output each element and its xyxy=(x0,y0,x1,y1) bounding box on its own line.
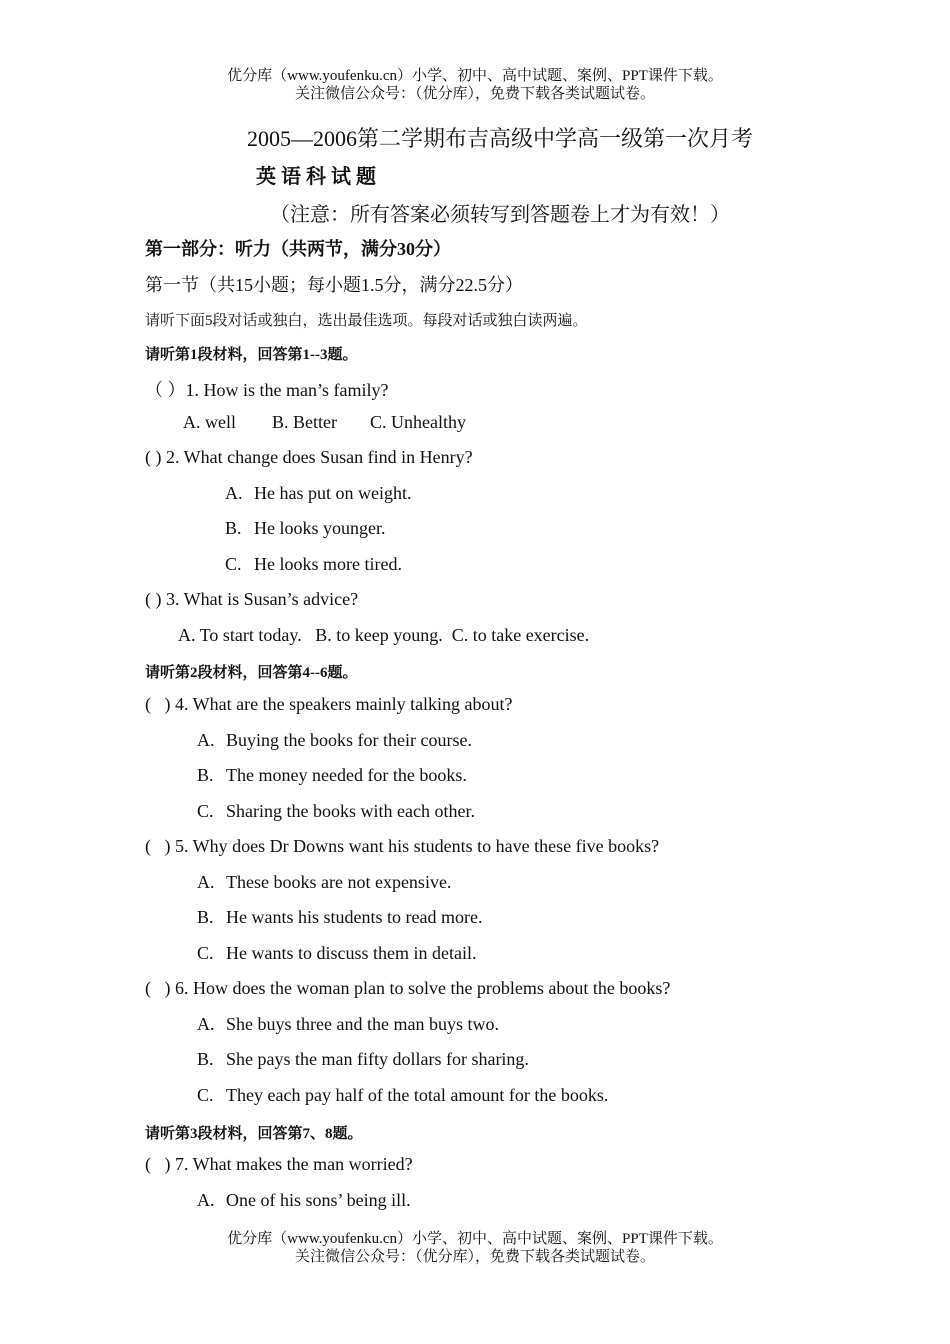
q2-option-b-text: He looks younger. xyxy=(254,518,386,538)
q5-option-a-text: These books are not expensive. xyxy=(226,872,452,892)
q5-option-c-letter: C. xyxy=(197,943,214,963)
q6-option-c-letter: C. xyxy=(197,1085,214,1105)
q5-option-a-letter: A. xyxy=(197,872,215,892)
q4-option-c-letter: C. xyxy=(197,801,214,821)
q7-option-a xyxy=(197,1190,411,1211)
q5-option-b xyxy=(197,907,482,928)
q2-option-c-letter: C. xyxy=(225,554,242,574)
question-1: （ ）1. How is the man’s family? xyxy=(145,380,389,400)
question-2: ( ) 2. What change does Susan find in Henry? xyxy=(145,447,473,467)
exam-title: 2005—2006第二学期布吉高级中学高一级第一次月考 xyxy=(246,126,753,151)
q2-option-c xyxy=(225,554,402,575)
q4-option-c-text: Sharing the books with each other. xyxy=(226,801,475,821)
q2-option-b-letter: B. xyxy=(225,518,242,538)
instruction: 请听下面5段对话或独白，选出最佳选项。每段对话或独白读两遍。 xyxy=(145,313,588,329)
q2-option-b xyxy=(225,518,385,539)
q1-option-a: A. well xyxy=(183,412,236,432)
q5-option-c-text: He wants to discuss them in detail. xyxy=(226,943,477,963)
part-heading: 第一部分：听力（共两节，满分30分） xyxy=(145,239,451,259)
q2-option-a-letter: A. xyxy=(225,483,243,503)
q2-option-c-text: He looks more tired. xyxy=(254,554,402,574)
footer-line-2: 关注微信公众号：（优分库），免费下载各类试题试卷。 xyxy=(294,1249,655,1265)
q6-option-b xyxy=(197,1049,529,1070)
q4-option-a-text: Buying the books for their course. xyxy=(226,730,472,750)
question-5: ( ) 5. Why does Dr Downs want his students to have these five books? xyxy=(145,836,660,856)
question-7: ( ) 7. What makes the man worried? xyxy=(145,1154,413,1174)
q3-options: A. To start today. B. to keep young. C. to take exercise. xyxy=(178,625,590,645)
q4-option-a xyxy=(197,730,472,751)
q5-option-a xyxy=(197,872,451,893)
q6-option-b-letter: B. xyxy=(197,1049,214,1069)
q4-option-b-letter: B. xyxy=(197,765,214,785)
q4-option-c xyxy=(197,801,475,822)
q5-option-b-letter: B. xyxy=(197,907,214,927)
material-heading-3: 请听第3段材料，回答第7、8题。 xyxy=(145,1126,363,1142)
q1-option-c: C. Unhealthy xyxy=(370,412,466,432)
q4-option-a-letter: A. xyxy=(197,730,215,750)
q5-option-c xyxy=(197,943,476,964)
material-heading-1: 请听第1段材料，回答第1--3题。 xyxy=(145,347,358,363)
q6-option-a-text: She buys three and the man buys two. xyxy=(226,1014,499,1034)
question-6: ( ) 6. How does the woman plan to solve the problems about the books? xyxy=(145,978,671,998)
q7-option-a-letter: A. xyxy=(197,1190,215,1210)
q2-option-a xyxy=(225,483,411,504)
q2-option-a-text: He has put on weight. xyxy=(254,483,412,503)
footer-line-1: 优分库（www.youfenku.cn）小学、初中、高中试题、案例、PPT课件下载。 xyxy=(227,1231,723,1247)
q6-option-a-letter: A. xyxy=(197,1014,215,1034)
q4-option-b xyxy=(197,765,467,786)
q7-option-a-text: One of his sons’ being ill. xyxy=(226,1190,411,1210)
q6-option-c-text: They each pay half of the total amount for the books. xyxy=(226,1085,609,1105)
question-4: ( ) 4. What are the speakers mainly talking about? xyxy=(145,694,513,714)
section-heading: 第一节（共15小题；每小题1.5分，满分22.5分） xyxy=(145,275,523,295)
q1-option-b: B. Better xyxy=(272,412,337,432)
material-heading-2: 请听第2段材料，回答第4--6题。 xyxy=(145,665,358,681)
notice: （注意：所有答案必须转写到答题卷上才为有效！） xyxy=(270,204,730,226)
question-3: ( ) 3. What is Susan’s advice? xyxy=(145,589,359,609)
header-line-1: 优分库（www.youfenku.cn）小学、初中、高中试题、案例、PPT课件下载。 xyxy=(227,68,723,84)
q5-option-b-text: He wants his students to read more. xyxy=(226,907,483,927)
header-line-2: 关注微信公众号：（优分库），免费下载各类试题试卷。 xyxy=(294,86,655,102)
q4-option-b-text: The money needed for the books. xyxy=(226,765,467,785)
q6-option-b-text: She pays the man fifty dollars for sharing. xyxy=(226,1049,529,1069)
q6-option-c xyxy=(197,1085,608,1106)
subject-title: 英语科试题 xyxy=(256,166,381,188)
q6-option-a xyxy=(197,1014,499,1035)
